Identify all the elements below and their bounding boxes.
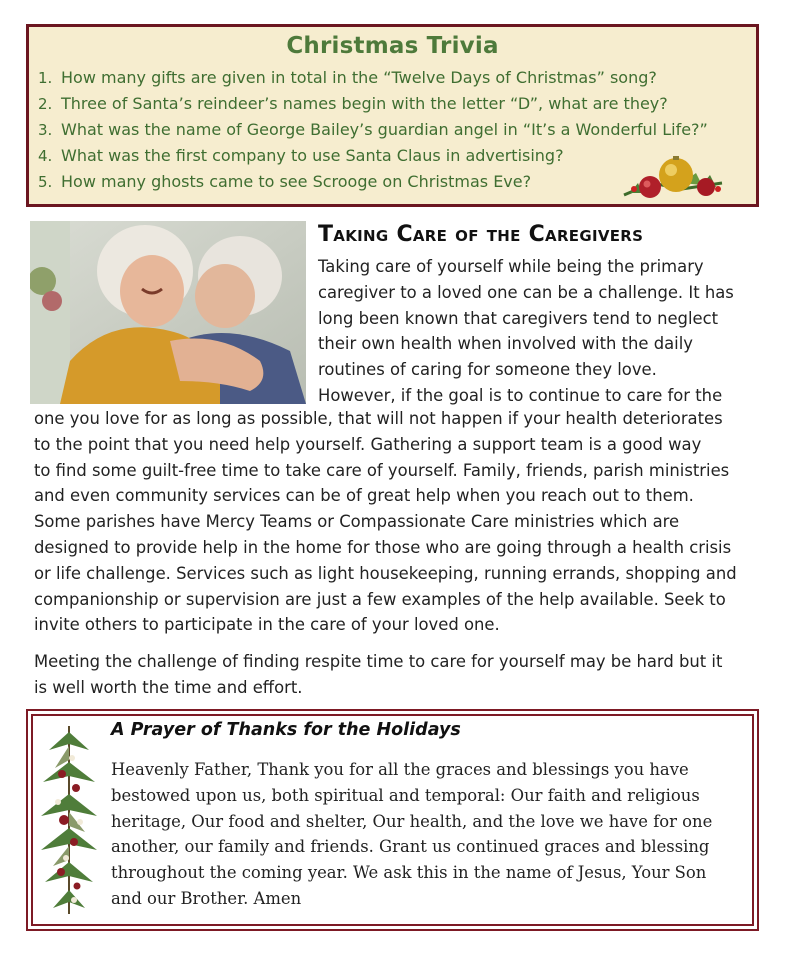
text-line: Meeting the challenge of finding respite time to care for yourself may be hard but it	[34, 652, 723, 671]
christmas-ornaments-icon	[622, 153, 726, 203]
text-line: Heavenly Father, Thank you for all the graces and blessings you have	[111, 760, 689, 779]
trivia-item: 1. How many gifts are given in total in the “Twelve Days of Christmas” song?	[38, 68, 657, 87]
text-line: companionship or supervision are just a few examples of the help available. Seek to	[34, 589, 726, 609]
text-line: long been known that caregivers tend to neglect	[318, 308, 719, 328]
text-line: bestowed upon us, both spiritual and temporal: Our faith and religious	[111, 785, 700, 805]
evergreen-garland-icon	[34, 722, 104, 918]
text-line: another, our family and friends. Grant us continued graces and blessing	[111, 837, 710, 857]
trivia-title: Christmas Trivia	[286, 33, 499, 59]
caregiver-photo	[30, 221, 306, 404]
article-paragraph-intro	[318, 254, 758, 409]
trivia-item: 4. What was the first company to use Santa Claus in advertising?	[38, 146, 564, 165]
text-line: invite others to participate in the care of your loved one.	[34, 615, 500, 635]
trivia-item: 3. What was the name of George Bailey’s guardian angel in “It’s a Wonderful Life?”	[38, 120, 708, 139]
prayer-body	[111, 757, 751, 912]
trivia-item: 5. How many ghosts came to see Scrooge on Christmas Eve?	[38, 172, 532, 191]
text-line: to find some guilt-free time to take care of yourself. Family, friends, parish ministries	[34, 460, 730, 480]
hugging-women-image	[30, 221, 306, 404]
text-line: and even community services can be of great help when you reach out to them.	[34, 486, 694, 506]
text-line: heritage, Our food and shelter, Our health, and the love we have for one	[111, 811, 713, 831]
article-title: Taking Care of the Caregivers	[318, 222, 644, 247]
article-paragraph-closing	[34, 649, 764, 701]
text-line: caregiver to a loved one can be a challenge. It has	[318, 282, 734, 302]
text-line: and our Brother. Amen	[111, 888, 302, 908]
trivia-item: 2. Three of Santa’s reindeer’s names begin with the letter “D”, what are they?	[38, 94, 668, 113]
text-line: designed to provide help in the home for those who are going through a health crisis	[34, 537, 732, 557]
text-line: Taking care of yourself while being the primary	[318, 257, 704, 276]
article-paragraph-continued	[34, 406, 764, 638]
text-line: or life challenge. Services such as light housekeeping, running errands, shopping and	[34, 563, 737, 583]
text-line: However, if the goal is to continue to care for the	[318, 385, 723, 405]
text-line: one you love for as long as possible, that will not happen if your health deteriorates	[34, 409, 723, 428]
trivia-box	[26, 24, 759, 207]
prayer-title: A Prayer of Thanks for the Holidays	[111, 720, 461, 740]
text-line: Some parishes have Mercy Teams or Compassionate Care ministries which are	[34, 512, 680, 532]
text-line: routines of caring for someone they love.	[318, 360, 657, 380]
text-line: is well worth the time and effort.	[34, 677, 303, 697]
text-line: to the point that you need help yourself. Gathering a support team is a good way	[34, 434, 702, 454]
text-line: throughout the coming year. We ask this in the name of Jesus, Your Son	[111, 863, 707, 883]
text-line: their own health when involved with the daily	[318, 334, 693, 354]
trivia-list	[38, 65, 708, 195]
